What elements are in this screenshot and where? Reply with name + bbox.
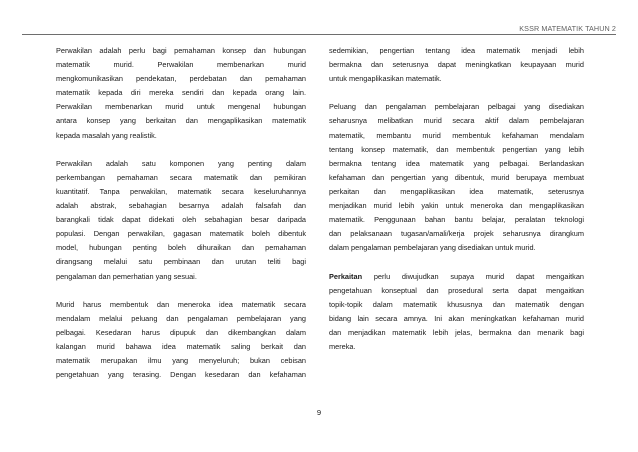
text-line: perkembangan pemahaman secara matematik dan pemikiran (56, 172, 306, 182)
text-line: pengalaman dan pemerhatian yang sesuai. (56, 271, 197, 281)
text-line: dirangsang melalui satu pembinaan dan urutan teliti bagi (56, 257, 306, 267)
text-line: matematik murid. Perwakilan membenarkan murid (56, 60, 306, 70)
right-column (329, 44, 584, 354)
text-line: topik-topik dalam matematik khususnya dan matematik dengan (329, 299, 584, 309)
text-line: dan pelaksanaan tugasan/amali/kerja projek seharusnya dirangkum (329, 229, 584, 239)
text-line: Perwakilan membenarkan murid untuk mengenal hubungan (56, 102, 306, 112)
text-line: menjadikan murid lebih yakin untuk meneroka dan mengaplikasikan (329, 201, 584, 211)
text-line: kepada masalah yang realistik. (56, 130, 157, 140)
text-line: mereka. (329, 341, 356, 351)
text-line: matematik. Penggunaan bahan bantu belajar, peralatan teknologi (329, 215, 584, 225)
text-line: matematik, membantu murid membentuk kefahaman mendalam (329, 130, 584, 140)
paragraph-continuation (329, 44, 584, 86)
text-line: kalangan murid bahawa idea matematik saling berkait dan (56, 341, 306, 351)
text-line: bidang lain secara amnya. Ini akan meningkatkan kefahaman murid (329, 313, 584, 323)
text-line: matematik merupakan ilmu yang menyeluruh; bukan cebisan (56, 356, 306, 366)
connection-first-line: perlu diwujudkan supaya murid dapat mengaitkan (362, 271, 584, 281)
text-line: untuk mengaplikasikan matematik. (329, 74, 442, 84)
connection-heading: Perkaitan (329, 271, 363, 281)
text-line: model, hubungan penting boleh dihuraikan dan pemahaman (56, 243, 306, 253)
text-line: Murid harus membentuk dan meneroka idea matematik secara (56, 299, 306, 309)
text-line: pelbagai. Kesedaran harus dipupuk dan dikembangkan dalam (56, 327, 306, 337)
paragraph-connections (329, 270, 584, 355)
text-line: mendalam melalui peluang dan pengalaman pembelajaran yang (56, 313, 306, 323)
running-header: KSSR MATEMATIK TAHUN 2 (519, 24, 616, 33)
text-line: perkaitan dan mengaplikasikan idea matematik, seterusnya (329, 186, 584, 196)
text-line: Peluang dan pengalaman pembelajaran pelbagai yang disediakan (329, 102, 584, 112)
text-line: Perwakilan adalah satu komponen yang penting dalam (56, 158, 306, 168)
text-line: antara konsep yang berkaitan dan mengaplikasikan matematik (56, 116, 306, 126)
text-line: dalam pengalaman pembelajaran yang disediakan untuk murid. (329, 243, 536, 253)
paragraph-connection-explore (56, 298, 306, 383)
text-line: adalah abstrak, sebahagian besarnya adalah falsafah dan (56, 201, 306, 211)
text-line: bermakna tentang idea matematik yang pelbagai. Berlandaskan (329, 158, 584, 168)
text-line: matematik kepada diri mereka sendiri dan kepada orang lain. (56, 88, 306, 98)
text-line: populasi. Dengan perwakilan, gagasan matematik boleh dibentuk (56, 229, 306, 239)
text-line: tentang konsep matematik, dan membentuk pengertian yang lebih (329, 144, 584, 154)
text-line: barangkali tidak dapat didekati oleh sebahagian besar daripada (56, 215, 306, 225)
text-line: kefahaman dan pengertian yang dibentuk, murid berupaya membuat (329, 172, 584, 182)
text-line: pengetahuan yang terasing. Dengan kesedaran dan kefahaman (56, 370, 306, 380)
header-divider (22, 34, 616, 35)
text-line: sedemikian, pengertian tentang idea matematik menjadi lebih (329, 46, 584, 55)
paragraph-representation-component (56, 157, 306, 284)
text-line: Perwakilan adalah perlu bagi pemahaman konsep dan hubungan (56, 46, 306, 55)
text-line (329, 270, 584, 284)
left-column (56, 44, 306, 382)
text-line: bermakna dan seterusnya dapat meningkatkan keupayaan murid (329, 60, 584, 70)
text-line: kuantitatif. Tanpa perwakilan, matematik secara keseluruhannya (56, 186, 306, 196)
paragraph-learning-opportunities (329, 100, 584, 255)
text-line: mengkomunikasikan pendekatan, perdebatan dan pemahaman (56, 74, 306, 84)
page-number: 9 (316, 408, 322, 417)
text-line: seharusnya melibatkan murid secara aktif dalam pembelajaran (329, 116, 584, 126)
paragraph-representation-intro (56, 44, 306, 143)
text-line: dan menjadikan matematik lebih jelas, bermakna dan menarik bagi (329, 327, 584, 337)
text-line: pengetahuan konseptual dan prosedural serta dapat mengaitkan (329, 285, 584, 295)
